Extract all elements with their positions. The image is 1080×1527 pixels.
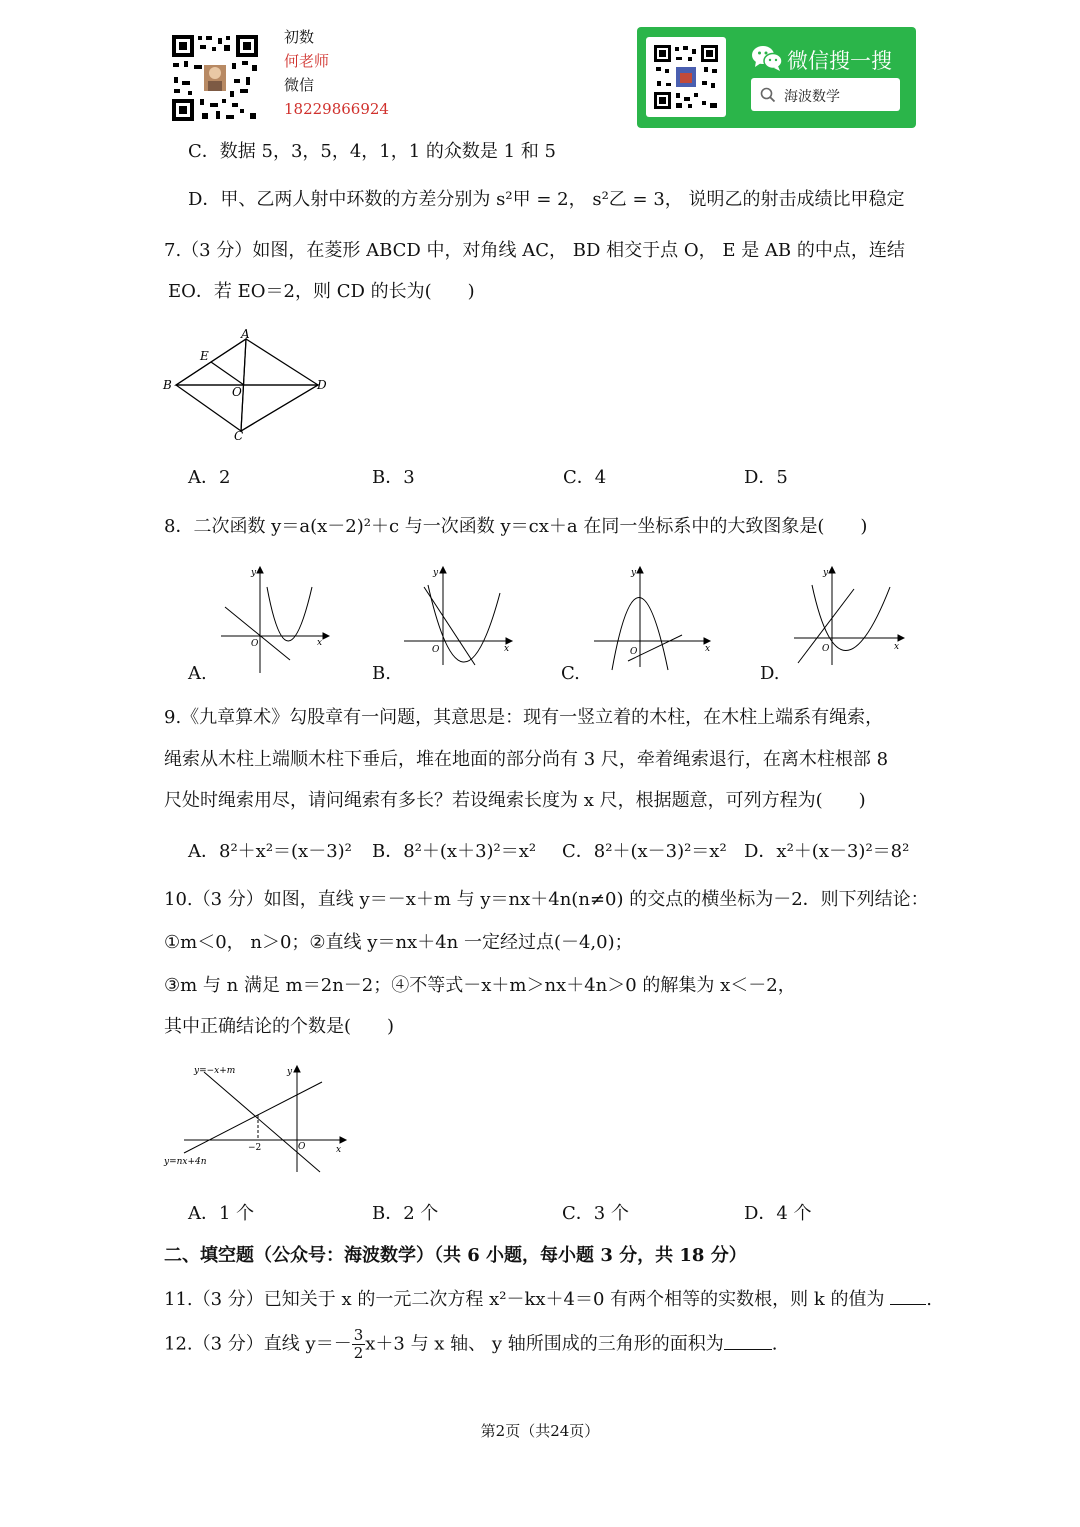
label-o: O [232, 385, 242, 399]
q10-line-graph [160, 1060, 350, 1175]
personal-qr-code-icon [170, 33, 260, 123]
q8-option-d[interactable]: D. [760, 663, 780, 684]
q7-option-d[interactable]: D．5 [744, 467, 788, 488]
svg-text:O: O [432, 645, 440, 655]
q7-stem-line2: EO．若 EO＝2，则 CD 的长为( ) [168, 281, 475, 302]
svg-text:y=nx+4n: y=nx+4n [164, 1157, 207, 1167]
svg-text:O: O [298, 1142, 306, 1152]
search-icon [760, 87, 776, 103]
q11-text [164, 1290, 932, 1309]
q9-option-d[interactable]: D．x²＋(x－3)²＝8² [744, 841, 910, 862]
q9-option-a[interactable]: A．8²＋x²＝(x－3)² [188, 841, 352, 862]
q6-variance-b: s²乙 = 3， [592, 189, 683, 210]
q7-option-c[interactable]: C．4 [563, 467, 607, 488]
q7-option-b[interactable]: B．3 [372, 467, 415, 488]
svg-text:y: y [433, 568, 439, 578]
svg-text:y: y [631, 568, 637, 578]
label-a: A [241, 327, 250, 341]
wechat-logo-icon [751, 44, 783, 72]
svg-text:y: y [251, 568, 257, 578]
q11-stem: 11.（3 分）已知关于 x 的一元二次方程 x²－kx＋4＝0 有两个相等的实数根，则 k 的值为 [164, 1289, 885, 1310]
svg-text:O: O [630, 647, 638, 657]
wechat-search-box[interactable] [751, 78, 900, 111]
q10-option-c[interactable]: C．3 个 [562, 1203, 629, 1224]
rhombus-figure [158, 326, 338, 446]
segment-eo [211, 362, 244, 385]
svg-text:y: y [823, 568, 829, 578]
label-b: B [163, 378, 172, 392]
svg-text:O: O [251, 639, 259, 649]
q10-stem-line3: ③m 与 n 满足 m＝2n－2；④不等式－x＋m＞nx＋4n＞0 的解集为 x＜－2， [164, 975, 796, 996]
q6-option-d [188, 191, 905, 209]
q8-graph-c [590, 565, 715, 675]
q8-option-b[interactable]: B. [372, 663, 391, 684]
teacher-name: 何老师 [284, 52, 330, 70]
q10-stem-line1: 10.（3 分）如图，直线 y＝－x＋m 与 y＝nx＋4n(n≠0) 的交点的横坐标为－2．则下列结论： [164, 889, 929, 910]
svg-text:x: x [317, 638, 323, 648]
q9-option-c[interactable]: C．8²＋(x－3)²＝x² [562, 841, 727, 862]
q7-option-a[interactable]: A．2 [188, 467, 231, 488]
q8-stem: 8．二次函数 y＝a(x－2)²＋c 与一次函数 y＝cx＋a 在同一坐标系中的大致图象是( ) [164, 516, 868, 537]
page-number: 第2页（共24页） [480, 1422, 600, 1440]
q6-option-c: C．数据 5，3，5，4，1，1 的众数是 1 和 5 [188, 141, 556, 162]
q10-option-d[interactable]: D．4 个 [744, 1203, 812, 1224]
q12-frac-num: 3 [353, 1326, 364, 1344]
svg-text:y=−x+m: y=−x+m [194, 1066, 236, 1076]
svg-text:x: x [705, 644, 711, 654]
wechat-search-text: 海波数学 [784, 89, 840, 105]
phone-number: 18229866924 [284, 100, 389, 118]
q10-option-a[interactable]: A．1 个 [188, 1203, 255, 1224]
q11-period: . [926, 1289, 932, 1310]
q12-fraction [352, 1327, 366, 1362]
qr-code-icon [646, 37, 726, 117]
q12-frac-den: 2 [353, 1344, 364, 1362]
svg-text:O: O [822, 644, 830, 654]
q10-stem-line2: ①m＜0， n＞0；②直线 y＝nx＋4n 一定经过点(－4,0)； [164, 932, 633, 953]
q8-graph-b [400, 565, 515, 675]
q9-stem-line3: 尺处时绳索用尽，请问绳索有多长？若设绳索长度为 x 尺，根据题意，可列方程为( ) [164, 790, 866, 811]
q11-answer-blank[interactable] [890, 1290, 926, 1305]
label-d: D [317, 378, 327, 392]
q8-option-a[interactable]: A. [188, 663, 207, 684]
q12-suffix: x＋3 与 x 轴、 y 轴所围成的三角形的面积为 [365, 1333, 724, 1355]
svg-text:x: x [336, 1145, 342, 1155]
q9-option-b[interactable]: B．8²＋(x＋3)²＝x² [372, 841, 537, 862]
svg-text:x: x [504, 644, 510, 654]
section2-title: 二、填空题（公众号：海波数学）（共 6 小题，每小题 3 分，共 18 分） [164, 1245, 747, 1266]
q9-stem-line1: 9.《九章算术》勾股章有一问题，其意思是：现有一竖立着的木柱，在木柱上端系有绳索， [164, 707, 884, 728]
label-c: C [234, 429, 244, 443]
contact-label: 初数 [284, 28, 315, 46]
q12-text [164, 1327, 778, 1362]
q7-stem-line1: 7.（3 分）如图，在菱形 ABCD 中，对角线 AC， BD 相交于点 O， E 是 AB 的中点，连结 [164, 240, 905, 261]
svg-text:y: y [287, 1067, 293, 1077]
q8-graph-d [790, 565, 905, 675]
q6-variance-a: s²甲 = 2， [496, 189, 587, 210]
label-e: E [200, 349, 209, 363]
q8-graph-a [215, 565, 330, 675]
q10-stem-line4: 其中正确结论的个数是( ) [164, 1016, 395, 1037]
q8-option-c[interactable]: C. [561, 663, 580, 684]
wechat-search-title: 微信搜一搜 [787, 49, 892, 73]
q9-stem-line2: 绳索从木柱上端顺木柱下垂后，堆在地面的部分尚有 3 尺，牵着绳索退行，在离木柱根部 8 [164, 749, 889, 770]
q12-answer-blank[interactable] [724, 1335, 772, 1350]
q6-option-d-prefix: D．甲、乙两人射中环数的方差分别为 [188, 189, 491, 210]
q12-prefix: 12.（3 分）直线 y＝－ [164, 1333, 352, 1355]
q6-option-d-suffix: 说明乙的射击成绩比甲稳定 [688, 189, 905, 210]
q12-period: . [771, 1333, 778, 1355]
q10-option-b[interactable]: B．2 个 [372, 1203, 439, 1224]
svg-text:x: x [894, 642, 900, 652]
svg-text:−2: −2 [248, 1143, 262, 1153]
wechat-search-card[interactable] [637, 27, 916, 128]
wechat-label: 微信 [284, 76, 315, 94]
